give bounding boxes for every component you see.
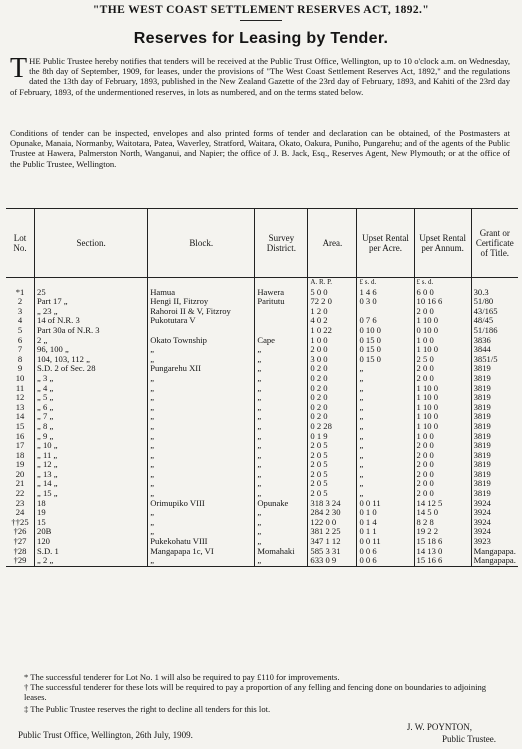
cell-rental-annum: 2 0 0 [414,489,471,499]
cell-lot: 10 [15,372,25,383]
cell-area: 2 0 5 [308,460,357,470]
cell-rental-annum: 2 0 0 [414,470,471,480]
cell-rental-acre: „ [357,422,414,432]
cell-rental-acre: 0 10 0 [357,326,414,336]
cell-rental-acre: 0 1 1 [357,527,414,537]
cell-survey: „ [255,403,308,413]
cell-survey: Momahaki [255,547,308,557]
cell-rental-annum: 15 18 6 [414,537,471,547]
cell-title-ref: 43/165 [471,307,518,317]
cell-lot: 22 [15,488,25,499]
table-row [6,412,518,422]
cell-survey: „ [255,364,308,374]
cell-area: 0 2 0 [308,393,357,403]
cell-section: „ 13 „ [35,470,148,480]
place-date: Public Trust Office, Wellington, 26th July, 1909. [18,730,193,740]
cell-survey: Hawera [255,288,308,298]
cell-title-ref: 3924 [471,499,518,509]
cell-lot: 13 [15,401,25,412]
cell-area: 2 0 5 [308,479,357,489]
cell-survey: „ [255,451,308,461]
cell-rental-annum: 1 0 0 [414,336,471,346]
cell-lot: 14 [15,411,25,422]
cell-title-ref: 3923 [471,537,518,547]
cell-section: 19 [35,508,148,518]
cell-rental-annum: 2 0 0 [414,374,471,384]
cell-rental-acre: 0 0 11 [357,537,414,547]
cell-lot: 18 [15,449,25,460]
cell-block: „ [148,489,255,499]
cell-area: 0 2 0 [308,374,357,384]
cell-title-ref: 3851/5 [471,355,518,365]
cell-block: Hamua [148,288,255,298]
unit-cell: £ s. d. [357,278,414,288]
table-row [6,556,518,566]
cell-block: „ [148,508,255,518]
cell-survey: „ [255,412,308,422]
cell-block: „ [148,384,255,394]
cell-block: „ [148,393,255,403]
cell-lot: 23 [15,497,25,508]
cell-rental-acre: „ [357,374,414,384]
unit-cell [35,278,148,288]
cell-rental-acre: 0 7 6 [357,316,414,326]
cell-title-ref: 3819 [471,422,518,432]
table-header-row [6,209,518,278]
cell-section: 2 „ [35,336,148,346]
table-row [6,460,518,470]
cell-rental-acre: „ [357,470,414,480]
cell-survey: „ [255,460,308,470]
cell-survey: „ [255,393,308,403]
cell-section: Part 17 „ [35,297,148,307]
cell-section: „ 15 „ [35,489,148,499]
table-row [6,441,518,451]
cell-rental-acre: „ [357,460,414,470]
cell-lot: 9 [17,363,23,374]
cell-survey [255,307,308,317]
cell-rental-annum: 2 0 0 [414,307,471,317]
table-row [6,307,518,317]
cell-rental-acre: 0 1 4 [357,518,414,528]
cell-area: 0 2 0 [308,412,357,422]
cell-rental-acre: 0 0 11 [357,499,414,509]
cell-title-ref: 3819 [471,374,518,384]
cell-area: 633 0 9 [308,556,357,566]
cell-area: 0 2 0 [308,364,357,374]
cell-section: Part 30a of N.R. 3 [35,326,148,336]
cell-rental-acre: „ [357,403,414,413]
cell-lot: 17 [15,440,25,451]
cell-rental-annum: 1 0 0 [414,432,471,442]
cell-section: „ 6 „ [35,403,148,413]
table-row [6,451,518,461]
table-row [6,518,518,528]
cell-title-ref: 3819 [471,403,518,413]
cell-area: 284 2 30 [308,508,357,518]
cell-lot: 3 [17,305,23,316]
cell-survey: „ [255,374,308,384]
cell-section: 120 [35,537,148,547]
cell-section: „ 7 „ [35,412,148,422]
drop-cap: T [10,53,28,84]
cell-block: „ [148,470,255,480]
cell-area: 0 2 28 [308,422,357,432]
cell-survey: Opunake [255,499,308,509]
cell-title-ref: 3819 [471,470,518,480]
cell-block: „ [148,403,255,413]
cell-survey: „ [255,537,308,547]
cell-section: „ 12 „ [35,460,148,470]
cell-block: „ [148,345,255,355]
table-row [6,336,518,346]
cell-title-ref: 3819 [471,460,518,470]
cell-rental-annum: 1 10 0 [414,345,471,355]
cell-lot: 19 [15,459,25,470]
cell-rental-annum: 15 16 6 [414,556,471,566]
cell-title-ref: 3819 [471,384,518,394]
cell-section: 14 of N.R. 3 [35,316,148,326]
cell-title-ref: Mangapapa. [471,556,518,566]
cell-section: 104, 103, 112 „ [35,355,148,365]
cell-lot: 6 [17,334,23,345]
cell-rental-acre: 0 15 0 [357,345,414,355]
cell-section: „ 5 „ [35,393,148,403]
cell-title-ref: 3819 [471,441,518,451]
cell-section: „ 8 „ [35,422,148,432]
cell-section: 25 [35,288,148,298]
cell-block: „ [148,527,255,537]
cell-area: 2 0 5 [308,441,357,451]
header-survey-district: Survey District. [255,209,308,278]
cell-rental-acre: 0 15 0 [357,336,414,346]
cell-title-ref: 3924 [471,527,518,537]
cell-block: Pukotutara V [148,316,255,326]
cell-section: S.D. 2 of Sec. 28 [35,364,148,374]
cell-title-ref: 3924 [471,518,518,528]
cell-survey: „ [255,422,308,432]
cell-section: S.D. 1 [35,547,148,557]
cell-rental-acre: „ [357,393,414,403]
cell-survey [255,316,308,326]
cell-lot: 21 [15,478,25,489]
cell-rental-acre: „ [357,479,414,489]
page-title: Reserves for Leasing by Tender. [133,30,389,47]
cell-area: 318 3 24 [308,499,357,509]
table-row [6,499,518,509]
cell-section: 20B [35,527,148,537]
header-lot: Lot No. [6,209,35,278]
cell-title-ref: 51/80 [471,297,518,307]
cell-title-ref: 3924 [471,508,518,518]
cell-title-ref: 48/45 [471,316,518,326]
cell-section: 96, 100 „ [35,345,148,355]
cell-title-ref: 30.3 [471,288,518,298]
cell-rental-acre: 0 1 0 [357,508,414,518]
cell-rental-acre: 0 0 6 [357,547,414,557]
cell-rental-annum: 19 2 2 [414,527,471,537]
cell-area: 1 0 22 [308,326,357,336]
cell-rental-annum: 2 0 0 [414,364,471,374]
cell-rental-acre: „ [357,451,414,461]
signatory-name: J. W. POYNTON, [406,722,472,732]
cell-area: 2 0 5 [308,489,357,499]
cell-rental-annum: 1 10 0 [414,384,471,394]
cell-lot: 20 [15,468,25,479]
cell-area: 2 0 0 [308,345,357,355]
table-row [6,508,518,518]
signature-block [18,722,508,744]
cell-rental-acre: „ [357,412,414,422]
cell-block: Hengi II, Fitzroy [148,297,255,307]
cell-survey: „ [255,470,308,480]
cell-area: 5 0 0 [308,288,357,298]
cell-block: „ [148,518,255,528]
cell-lot: 2 [17,296,23,307]
cell-rental-annum: 1 10 0 [414,422,471,432]
cell-section: „ 4 „ [35,384,148,394]
cell-rental-annum: 2 0 0 [414,460,471,470]
cell-area: 2 0 5 [308,451,357,461]
header-rental-acre: Upset Rental per Acre. [357,209,414,278]
header-title-ref: Grant or Certificate of Title. [471,209,518,278]
cell-title-ref: 3819 [471,412,518,422]
cell-block: „ [148,451,255,461]
cell-rental-annum: 1 10 0 [414,316,471,326]
cell-section: „ 10 „ [35,441,148,451]
reserves-table [6,208,518,567]
table-row [6,393,518,403]
cell-lot: ††25 [11,516,29,527]
cell-block: Okato Township [148,336,255,346]
header-rental-annum: Upset Rental per Annum. [414,209,471,278]
cell-survey: „ [255,384,308,394]
cell-title-ref: 3844 [471,345,518,355]
cell-area: 72 2 0 [308,297,357,307]
header-area: Area. [308,209,357,278]
table-row [6,297,518,307]
signatory-role: Public Trustee. [441,734,496,744]
cell-rental-annum: 8 2 8 [414,518,471,528]
cell-title-ref: 51/186 [471,326,518,336]
cell-survey: „ [255,345,308,355]
cell-section: „ 3 „ [35,374,148,384]
cell-lot: 24 [15,507,25,518]
cell-rental-acre: 0 0 6 [357,556,414,566]
cell-rental-acre: „ [357,441,414,451]
cell-block: „ [148,355,255,365]
header-section: Section. [35,209,148,278]
cell-survey: „ [255,441,308,451]
cell-rental-acre: „ [357,364,414,374]
cell-section: „ 11 „ [35,451,148,461]
cell-survey: „ [255,556,308,566]
cell-survey: „ [255,489,308,499]
cell-block: Rahoroi II & V, Fitzroy [148,307,255,317]
cell-title-ref: 3819 [471,489,518,499]
cell-area: 0 2 0 [308,403,357,413]
cell-section: „ 14 „ [35,479,148,489]
table-row [6,432,518,442]
cell-section: „ 23 „ [35,307,148,317]
cell-title-ref: 3819 [471,451,518,461]
cell-rental-annum: 10 16 6 [414,297,471,307]
cell-block: Pungarehu XII [148,364,255,374]
cell-area: 585 3 31 [308,547,357,557]
cell-survey: Cape [255,336,308,346]
cell-section: 18 [35,499,148,509]
cell-block: Pukekohatu VIII [148,537,255,547]
cell-survey: „ [255,508,308,518]
cell-block: Mangapapa 1c, VI [148,547,255,557]
header-block: Block. [148,209,255,278]
cell-area: 347 1 12 [308,537,357,547]
cell-title-ref: 3819 [471,393,518,403]
cell-lot: †29 [13,555,27,566]
cell-lot: 7 [17,344,23,355]
table-row [6,374,518,384]
cell-block: „ [148,460,255,470]
cell-lot: 12 [15,392,25,403]
act-title: "THE WEST COAST SETTLEMENT RESERVES ACT, 1892." [92,4,430,16]
cell-block: „ [148,441,255,451]
cell-rental-annum: 14 5 0 [414,508,471,518]
footnote-1: * The successful tenderer for Lot No. 1 will also be required to pay £110 for improvements. [24,672,340,682]
cell-block: „ [148,412,255,422]
cell-title-ref: Mangapapa. [471,547,518,557]
cell-rental-annum: 2 5 0 [414,355,471,365]
cell-rental-annum: 6 0 0 [414,288,471,298]
cell-block: „ [148,479,255,489]
cell-title-ref: 3819 [471,479,518,489]
cell-rental-acre: „ [357,384,414,394]
cell-area: 2 0 5 [308,470,357,480]
notice-paragraph-1 [10,53,510,97]
cell-lot: 11 [15,382,25,393]
cell-rental-annum: 0 10 0 [414,326,471,336]
table-body [6,278,518,567]
cell-area: 1 0 0 [308,336,357,346]
table-row [6,470,518,480]
cell-rental-annum: 14 12 5 [414,499,471,509]
cell-block: „ [148,422,255,432]
cell-area: 122 0 0 [308,518,357,528]
cell-area: 0 2 0 [308,384,357,394]
cell-section: 15 [35,518,148,528]
cell-area: 381 2 25 [308,527,357,537]
cell-rental-annum: 2 0 0 [414,451,471,461]
cell-lot: †27 [13,536,27,547]
cell-rental-annum: 1 10 0 [414,393,471,403]
cell-section: „ 2 „ [35,556,148,566]
table-row [6,403,518,413]
cell-rental-acre: „ [357,432,414,442]
cell-lot: 16 [15,430,25,441]
cell-block: „ [148,432,255,442]
cell-rental-annum: 2 0 0 [414,441,471,451]
cell-lot: 8 [17,353,23,364]
cell-survey: „ [255,527,308,537]
cell-lot: †28 [13,545,27,556]
title-rule [240,20,282,21]
notice-paragraph-1-text: HE Public Trustee hereby notifies that tenders will be received at the Public Trust Office, Wellington, up to 10 o'clock a.m. on Wednesday, the 8th day of September, 1909, for leases, under the provisions of "The West Coast Settlement Reserves Act, 1892," and the regulations dated the 13th day of February, 1893, published in the New Zealand Gazette of the 23rd day of February, 1893, and Kahiti of the 23rd day of February, 1893, of the undermentioned reserves, in lots as numbered, and on the terms stated below. [10,56,510,97]
cell-title-ref: 3819 [471,364,518,374]
table-row [6,479,518,489]
table-row [6,384,518,394]
cell-rental-acre: 0 15 0 [357,355,414,365]
cell-lot: *1 [15,286,25,297]
cell-title-ref: 3836 [471,336,518,346]
cell-area: 3 0 0 [308,355,357,365]
cell-rental-acre: „ [357,489,414,499]
notice-paragraph-2: Conditions of tender can be inspected, envelopes and also printed forms of tender and declaration can be obtained, of the Postmasters at Opunake, Manaia, Normanby, Waitotara, Patea, Waverley, Stratford, Waitara, Okato, Oakura, Puniho, Pungarehu; and of the agents of the Public Trustee at Hawera, Palmerston North, Wanganui, and Napier; the office of J. B. Jack, Esq., Reserves Agent, New Plymouth; or at the office of the Public Trustee, Wellington. [10,128,510,169]
cell-area: 0 1 9 [308,432,357,442]
cell-block: „ [148,556,255,566]
cell-area: 4 0 2 [308,316,357,326]
table-row [6,422,518,432]
footnote-3: ‡ The Public Trustee reserves the right to decline all tenders for this lot. [24,704,271,714]
cell-survey: „ [255,355,308,365]
cell-rental-annum: 1 10 0 [414,412,471,422]
cell-lot: 5 [17,324,23,335]
cell-area: 1 2 0 [308,307,357,317]
cell-lot: †26 [13,526,27,537]
cell-survey: „ [255,479,308,489]
footnote-2: † The successful tenderer for these lots will be required to pay a proportion of any felling and fencing done on boundaries to adjoining leases. [24,682,487,702]
cell-survey: „ [255,518,308,528]
cell-title-ref: 3819 [471,432,518,442]
cell-rental-annum: 1 10 0 [414,403,471,413]
cell-survey: „ [255,432,308,442]
table-row [6,364,518,374]
cell-rental-annum: 2 0 0 [414,479,471,489]
cell-block: Orimupiko VIII [148,499,255,509]
cell-lot: 4 [17,315,23,326]
cell-survey: Paritutu [255,297,308,307]
cell-block: „ [148,374,255,384]
unit-cell: £ s. d. [414,278,471,288]
cell-rental-acre: 1 4 6 [357,288,414,298]
cell-lot: 15 [15,420,25,431]
cell-section: „ 9 „ [35,432,148,442]
cell-rental-annum: 14 13 0 [414,547,471,557]
cell-rental-acre: 0 3 0 [357,297,414,307]
unit-cell: A. R. P. [308,278,357,288]
